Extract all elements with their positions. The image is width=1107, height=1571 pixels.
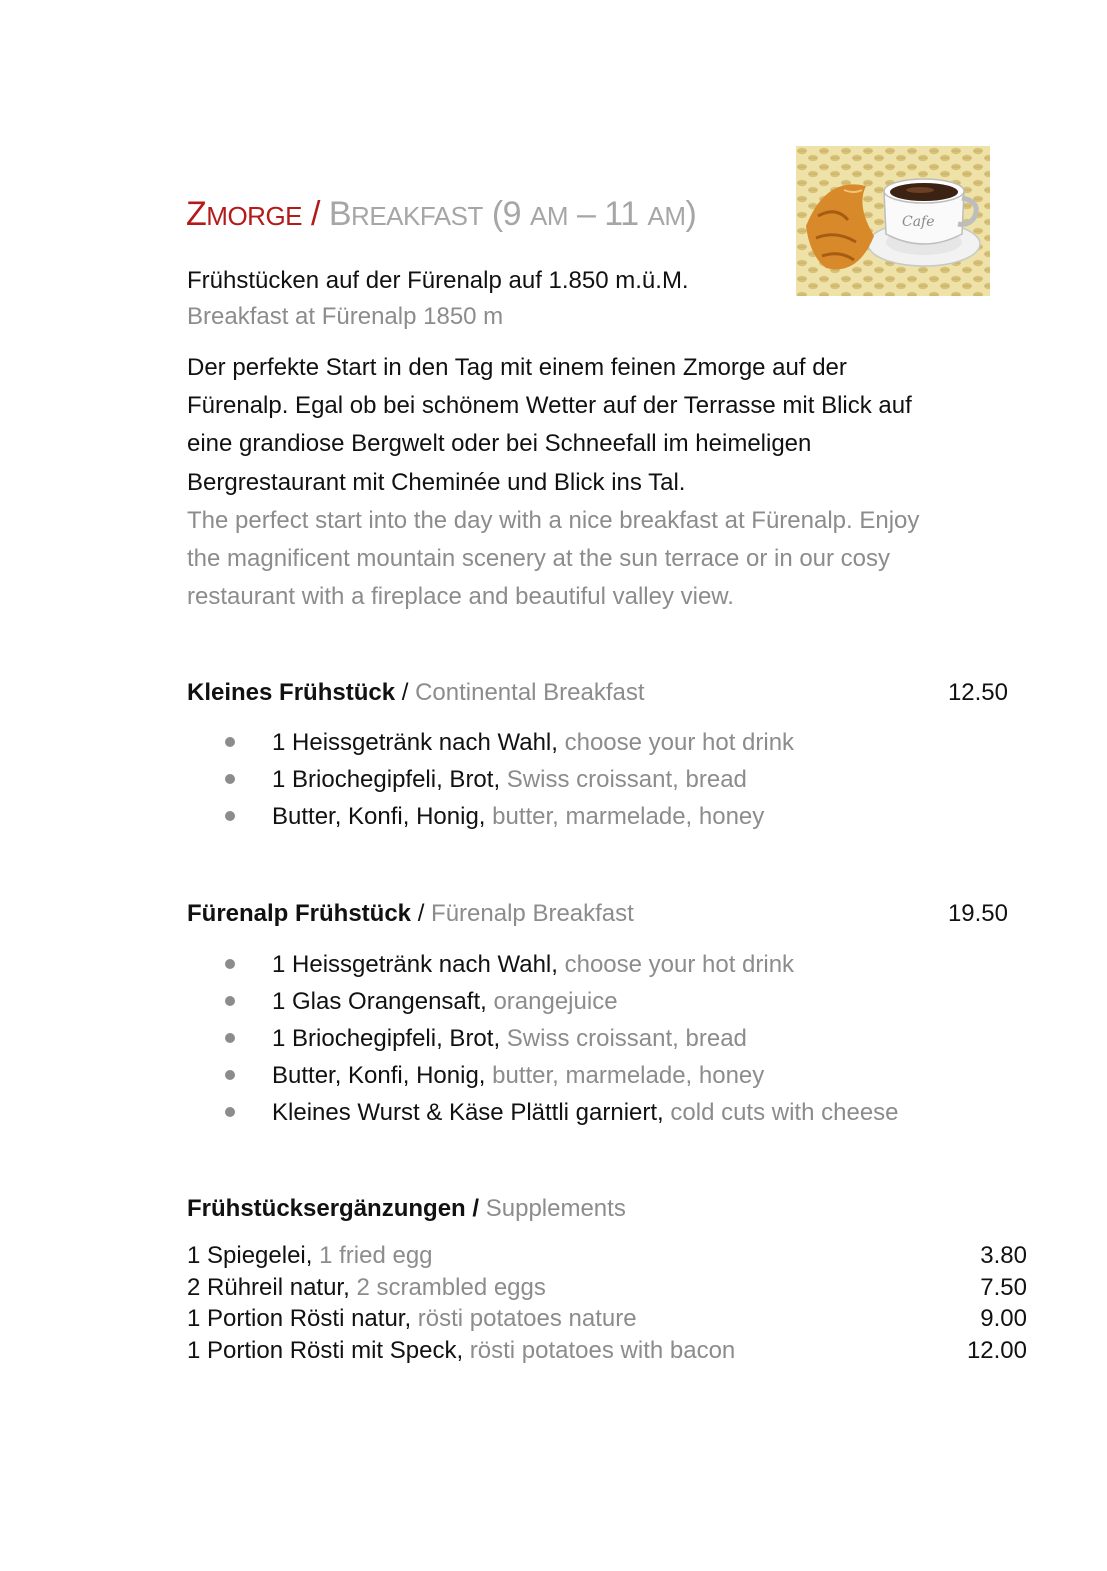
price-kleines: 12.50 (947, 679, 1008, 706)
list-item: Butter, Konfi, Honig, butter, marmelade, honey (187, 798, 794, 835)
cafe-croissant-icon (796, 146, 990, 296)
list-item: 1 Briochegipfeli, Brot, Swiss croissant, bread (187, 1020, 899, 1057)
price-fuerenalp: 19.50 (947, 900, 1008, 927)
bullet-icon (225, 811, 235, 821)
bullet-icon (225, 737, 235, 747)
item-list-kleines (187, 724, 794, 835)
supplement-price: 12.00 (966, 1336, 1027, 1364)
subtitle-german: Frühstücken auf der Fürenalp auf 1.850 m.ü.M. (187, 267, 689, 294)
supplement-price: 7.50 (980, 1273, 1027, 1301)
list-item: Butter, Konfi, Honig, butter, marmelade, honey (187, 1057, 899, 1094)
list-item: Kleines Wurst & Käse Plättli garniert, cold cuts with cheese (187, 1094, 899, 1131)
list-item: 1 Glas Orangensaft, orangejuice (187, 983, 899, 1020)
supplements-list (187, 1240, 1027, 1366)
bullet-icon (225, 1033, 235, 1043)
bullet-icon (225, 1107, 235, 1117)
table-row: 2 Rühreil natur, 2 scrambled eggs 7.50 (187, 1272, 1027, 1304)
bullet-icon (225, 774, 235, 784)
section-heading-kleines: Kleines Frühstück / Continental Breakfast (187, 679, 645, 706)
bullet-icon (225, 1070, 235, 1080)
table-row: 1 Portion Rösti mit Speck, rösti potatoes with bacon 12.00 (187, 1335, 1027, 1367)
list-item: 1 Heissgetränk nach Wahl, choose your hot drink (187, 946, 899, 983)
bullet-icon (225, 996, 235, 1006)
item-list-fuerenalp (187, 946, 899, 1131)
bullet-icon (225, 959, 235, 969)
intro-en-line: The perfect start into the day with a nice breakfast at Fürenalp. Enjoy (187, 506, 920, 534)
supplement-price: 3.80 (980, 1242, 1027, 1269)
intro-de-line: Der perfekte Start in den Tag mit einem feinen Zmorge auf der (187, 354, 847, 381)
intro-de-line: Bergrestaurant mit Cheminée und Blick ins Tal. (187, 468, 686, 496)
intro-en-line: restaurant with a fireplace and beautiful valley view. (187, 583, 734, 611)
intro-de-line: Fürenalp. Egal ob bei schönem Wetter auf der Terrasse mit Blick auf (187, 392, 912, 420)
page-title: ZMORGE / BREAKFAST (9 AM – 11 AM) (186, 195, 697, 233)
subtitle-english: Breakfast at Fürenalp 1850 m (187, 303, 504, 330)
supplement-price: 9.00 (980, 1305, 1027, 1333)
table-row: 1 Spiegelei, 1 fried egg 3.80 (187, 1240, 1027, 1272)
svg-text:Cafe: Cafe (902, 214, 935, 230)
list-item: 1 Briochegipfeli, Brot, Swiss croissant, bread (187, 761, 794, 798)
intro-text (187, 349, 1022, 616)
section-heading-supplements: Frühstücksergänzungen / Supplements (187, 1195, 626, 1222)
list-item: 1 Heissgetränk nach Wahl, choose your hot drink (187, 724, 794, 761)
intro-de-line: eine grandiose Bergwelt oder bei Schneefall im heimeligen (187, 430, 812, 458)
section-heading-fuerenalp: Fürenalp Frühstück / Fürenalp Breakfast (187, 900, 634, 927)
intro-en-line: the magnificent mountain scenery at the sun terrace or in our cosy (187, 545, 891, 573)
table-row: 1 Portion Rösti natur, rösti potatoes nature 9.00 (187, 1303, 1027, 1335)
